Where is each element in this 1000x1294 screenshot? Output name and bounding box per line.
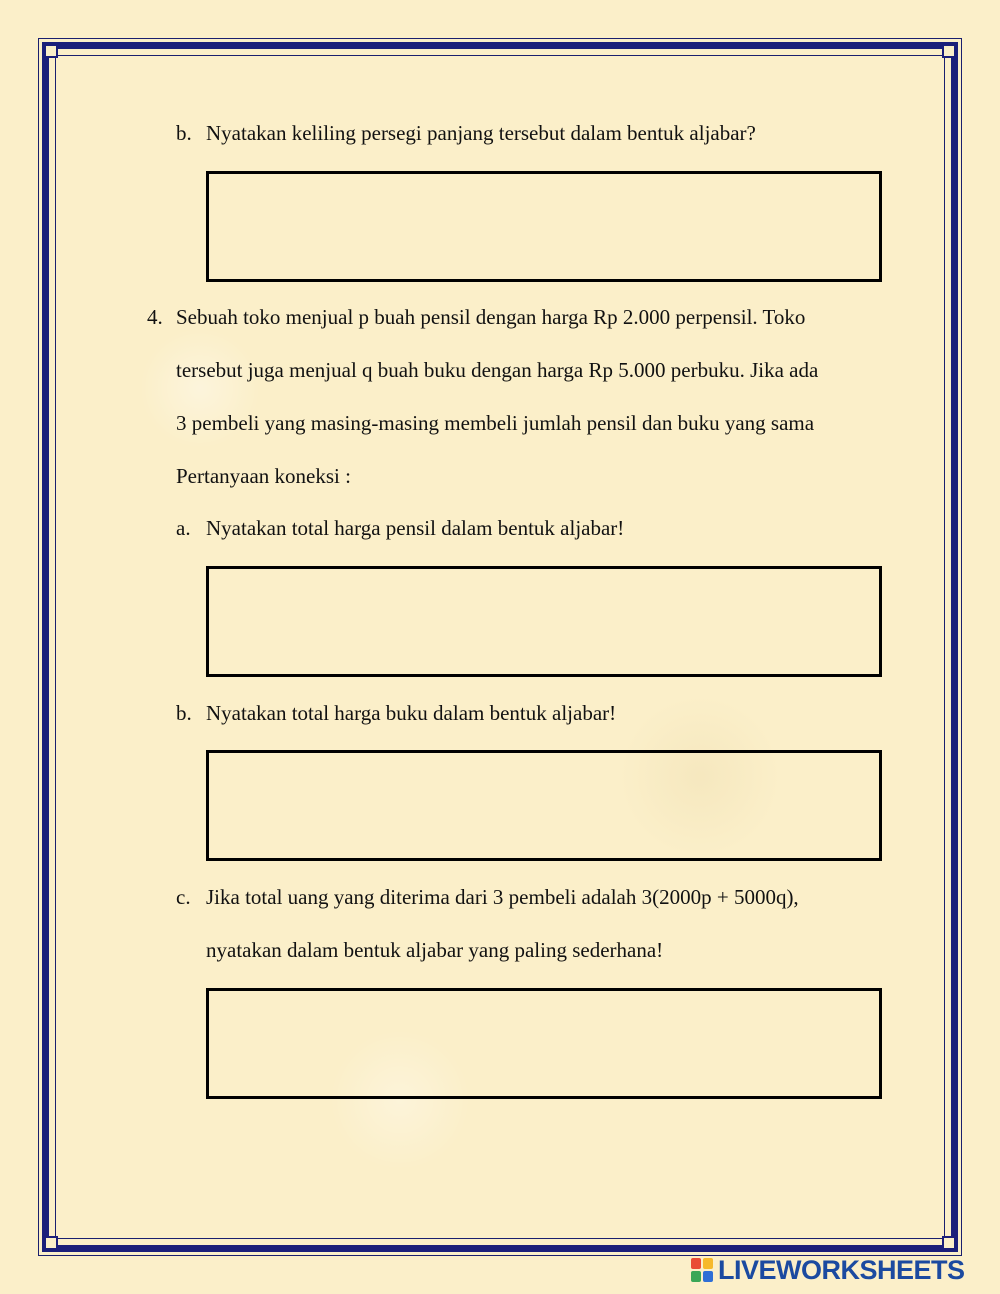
question-4a [176, 516, 625, 540]
corner-ornament-bottom-left [44, 1236, 58, 1250]
corner-ornament-top-left [44, 44, 58, 58]
question-4c-text-line-1: Jika total uang yang diterima dari 3 pembeli adalah 3(2000p + 5000q), [206, 885, 799, 909]
question-4-line-3: 3 pembeli yang masing-masing membeli jumlah pensil dan buku yang sama [176, 411, 815, 435]
question-3b-label: b. [176, 121, 192, 145]
question-4a-text: Nyatakan total harga pensil dalam bentuk aljabar! [206, 516, 625, 540]
answer-box-4b[interactable] [206, 750, 882, 861]
question-4c-label: c. [176, 885, 191, 909]
question-4b-label: b. [176, 701, 192, 725]
question-3b-text: Nyatakan keliling persegi panjang tersebut dalam bentuk aljabar? [206, 121, 756, 145]
liveworksheets-logo-text: LIVEWORKSHEETS [718, 1254, 965, 1285]
question-3b [176, 121, 756, 145]
corner-ornament-bottom-right [942, 1236, 956, 1250]
question-4c [176, 885, 799, 909]
answer-box-4c[interactable] [206, 988, 882, 1099]
liveworksheets-logo[interactable] [690, 1255, 965, 1285]
answer-box-3b[interactable] [206, 171, 882, 282]
question-4c-text-line-2: nyatakan dalam bentuk aljabar yang paling sederhana! [206, 938, 664, 962]
question-4-line-1: Sebuah toko menjual p buah pensil dengan harga Rp 2.000 perpensil. Toko [176, 305, 806, 329]
question-4b-text: Nyatakan total harga buku dalam bentuk aljabar! [206, 701, 617, 725]
question-4b [176, 701, 617, 725]
question-4-line-2: tersebut juga menjual q buah buku dengan harga Rp 5.000 perbuku. Jika ada [176, 358, 819, 382]
question-4-line-4: Pertanyaan koneksi : [176, 464, 351, 488]
liveworksheets-logo-icon [690, 1257, 714, 1283]
corner-ornament-top-right [942, 44, 956, 58]
question-4a-label: a. [176, 516, 191, 540]
question-4-number: 4. [147, 305, 163, 329]
answer-box-4a[interactable] [206, 566, 882, 677]
